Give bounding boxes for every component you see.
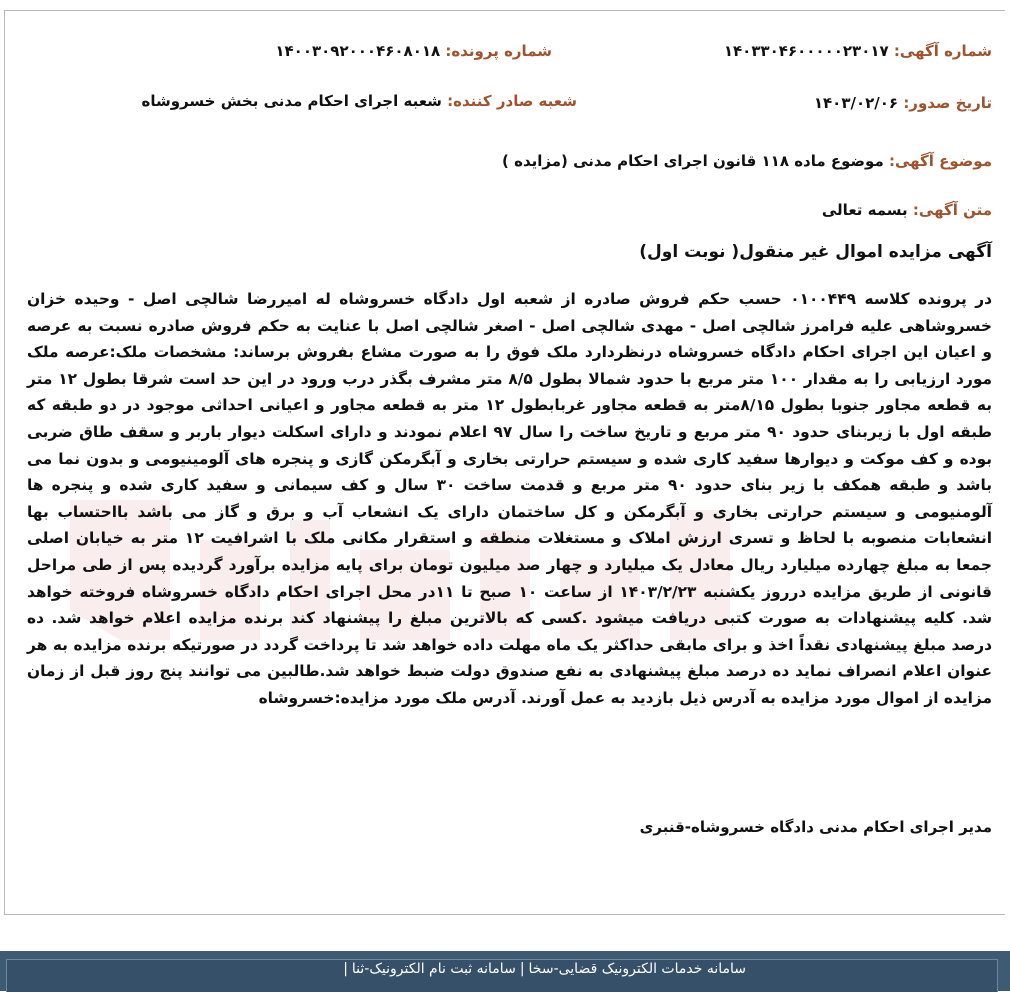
ad-number-value: ۱۴۰۳۳۰۴۶۰۰۰۰۰۲۳۰۱۷: [723, 42, 889, 60]
issuer-label: شعبه صادر کننده:: [447, 92, 577, 110]
issue-date-label: تاریخ صدور:: [903, 94, 992, 112]
ad-number-label: شماره آگهی:: [893, 42, 992, 60]
notice-title: آگهی مزایده اموال غیر منقول( نوبت اول): [639, 242, 992, 262]
footer-separator-2: |: [343, 961, 348, 977]
footer-separator-1: |: [519, 961, 525, 977]
text-value: بسمه تعالی: [821, 201, 908, 219]
issue-date-row: [814, 94, 992, 112]
subject-label: موضوع آگهی:: [888, 152, 992, 170]
issuer-row: [142, 92, 577, 110]
text-label: متن آگهی:: [912, 201, 992, 219]
footer-links: [341, 961, 748, 977]
subject-row: [502, 152, 992, 170]
ad-number-row: [724, 42, 992, 60]
footer-link-sana[interactable]: سامانه ثبت نام الکترونیک-ثنا: [351, 961, 516, 977]
issuer-value: شعبه اجرای احکام مدنی بخش خسروشاه: [141, 92, 442, 110]
footer-bar: [0, 951, 1010, 991]
case-number-row: [275, 42, 552, 60]
notice-body: در پرونده کلاسه ۰۱۰۰۴۴۹ حسب حکم فروش صادره از شعبه اول دادگاه خسروشاه له امیررضا شالچی اصل - وحیده خزان خسروشاهی علیه فرامرز شالچی اصل - مهدی شالچی اصل - اصغر شالچی اصل با عنایت به حکم فروش صادره نسبت به عرصه و اعیان این اجرای احکام دادگاه خسروشاه درنظردارد ملک فوق را به صورت مشاع بفروش برساند: مشخصات ملک:عرصه ملک مورد ارزیابی را به مقدار ۱۰۰ متر مربع با حدود شمالا بطول ۸/۵ متر مشرف بگذر درب ورود در این حد است شرقا بطول ۱۲ متر به قطعه مجاور جنوبا بطول ۸/۱۵متر به قطعه مجاور غربابطول ۱۲ متر به قطعه مجاور و اعیانی احداثی موجود در دو طبقه که طبقه اول با زیربنای حدود ۹۰ متر مربع و تاریخ ساخت را سال ۹۷ اعلام نمودند و دارای اسکلت دیوار باربر و سقف طاق ضربی بوده و کف موکت و دیوارها سفید کاری شده و سیستم حرارتی بخاری و آبگرمکن گازی و پنجره های آلومینیومی و بدون نما می باشد و طبقه همکف با زیر بنای حدود ۹۰ متر مربع و قدمت ساخت ۳۰ سال و کف سیمانی و سفید کاری شده و پنجره ها آلومنیومی و سیستم حرارتی بخاری و آبگرمکن و کل ساختمان دارای یک انشعاب آب و برق و گاز می باشد بااحتساب بها انشعابات منصوبه با لحاظ و تسری ارزش املاک و مستغلات منطقه و استقرار مکانی ملک با اشرافیت ۱۲ متر به خیابان اصلی جمعا به مبلغ چهارده میلیارد ریال معادل یک میلیارد و چهار صد میلیون تومان برای پایه مزایده برآورد گردیده پس از طی مراحل قانونی از طریق مزایده درروز یکشنبه ۱۴۰۳/۲/۲۳ از ساعت ۱۰ صبح تا ۱۱در محل اجرای احکام دادگاه خسروشاه فروخته خواهد شد. کلیه پیشنهادات به صورت کتبی دریافت میشود .کسی که بالاترین مبلغ را پیشنهاد کند برنده مزایده اعلام خواهد شد. ده درصد مبلغ پیشنهادی نقداً اخذ و برای مابقی حداکثر یک ماه مهلت داده خواهد شد تا پرداخت گردد در صورتیکه برنده مزایده به هر عنوان اعلام انصراف نماید ده درصد مبلغ پیشنهادی به نفع صندوق دولت ضبط خواهد شد.طالبین می توانند پنج روز قبل از زمان مزایده از اموال مورد مزایده به آدرس ذیل بازدید به عمل آورند. آدرس ملک مورد مزایده:خسروشاه: [27, 290, 992, 707]
case-number-value: ۱۴۰۰۳۰۹۲۰۰۰۴۶۰۸۰۱۸: [275, 42, 441, 60]
subject-value: موضوع ماده ۱۱۸ قانون اجرای احکام مدنی (مزایده ): [502, 152, 884, 170]
case-number-label: شماره پرونده:: [445, 42, 552, 60]
issue-date-value: ۱۴۰۳/۰۲/۰۶: [813, 94, 899, 112]
text-row: [822, 201, 992, 219]
notice-signature: مدیر اجرای احکام مدنی دادگاه خسروشاه-قنبری: [639, 818, 992, 836]
footer-link-sakha[interactable]: سامانه خدمات الکترونیک قضایی-سخا: [528, 961, 746, 977]
